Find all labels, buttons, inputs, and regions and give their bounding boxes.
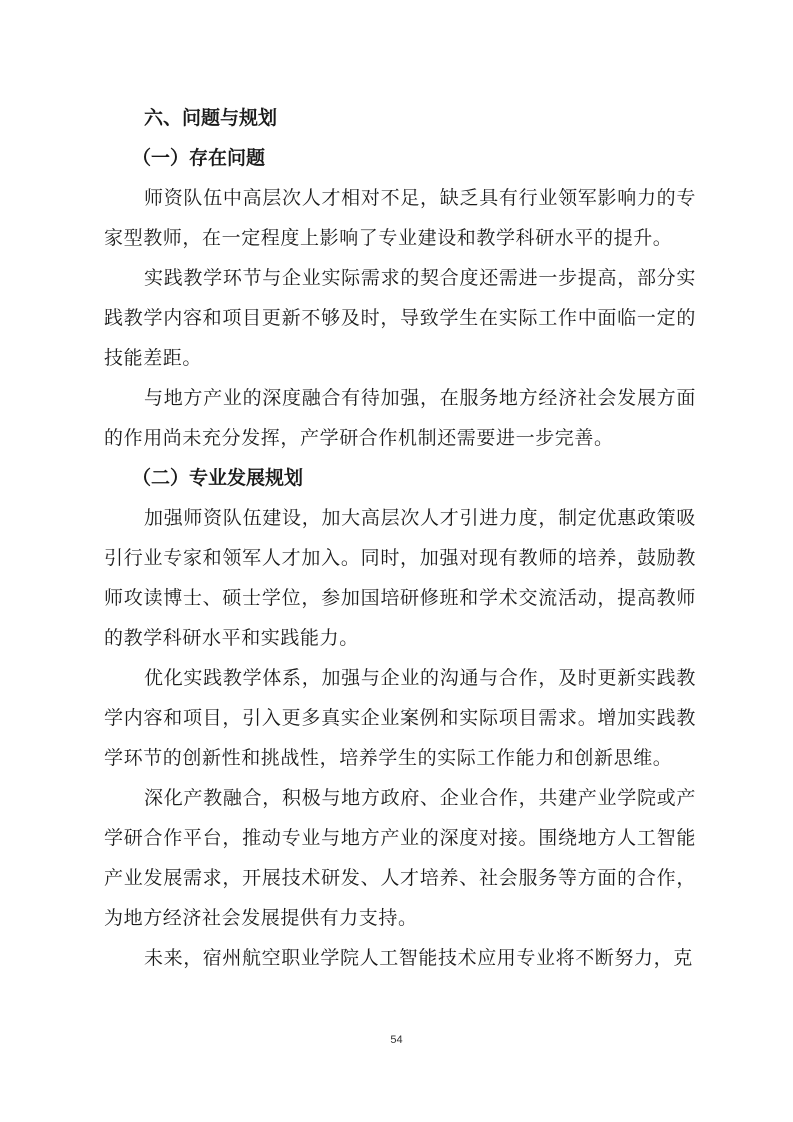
paragraph: 与地方产业的深度融合有待加强，在服务地方经济社会发展方面的作用尚未充分发挥，产学研合作机制还需要进一步完善。 [104, 387, 696, 449]
subsection-heading-problems: （一）存在问题 [132, 147, 266, 169]
paragraph: 未来，宿州航空职业学院人工智能技术应用专业将不断努力，克 [144, 947, 693, 969]
page-number: 54 [390, 1034, 403, 1046]
body-text [104, 98, 696, 978]
paragraph: 师资队伍中高层次人才相对不足，缺乏具有行业领军影响力的专家型教师，在一定程度上影响了专业建设和教学科研水平的提升。 [104, 187, 696, 249]
paragraph: 加强师资队伍建设，加大高层次人才引进力度，制定优惠政策吸引行业专家和领军人才加入。同时，加强对现有教师的培养，鼓励教师攻读博士、硕士学位，参加国培研修班和学术交流活动，提高教师的教学科研水平和实践能力。 [104, 507, 696, 649]
paragraph: 优化实践教学体系，加强与企业的沟通与合作，及时更新实践教学内容和项目，引入更多真实企业案例和实际项目需求。增加实践教学环节的创新性和挑战性，培养学生的实际工作能力和创新思维。 [104, 667, 696, 769]
subsection-heading-plan: （二）专业发展规划 [132, 467, 304, 489]
paragraph: 实践教学环节与企业实际需求的契合度还需进一步提高，部分实践教学内容和项目更新不够及时，导致学生在实际工作中面临一定的技能差距。 [104, 267, 696, 369]
paragraph: 深化产教融合，积极与地方政府、企业合作，共建产业学院或产学研合作平台，推动专业与地方产业的深度对接。围绕地方人工智能产业发展需求，开展技术研发、人才培养、社会服务等方面的合作，为地方经济社会发展提供有力支持。 [104, 787, 696, 929]
section-heading: 六、问题与规划 [144, 107, 278, 129]
